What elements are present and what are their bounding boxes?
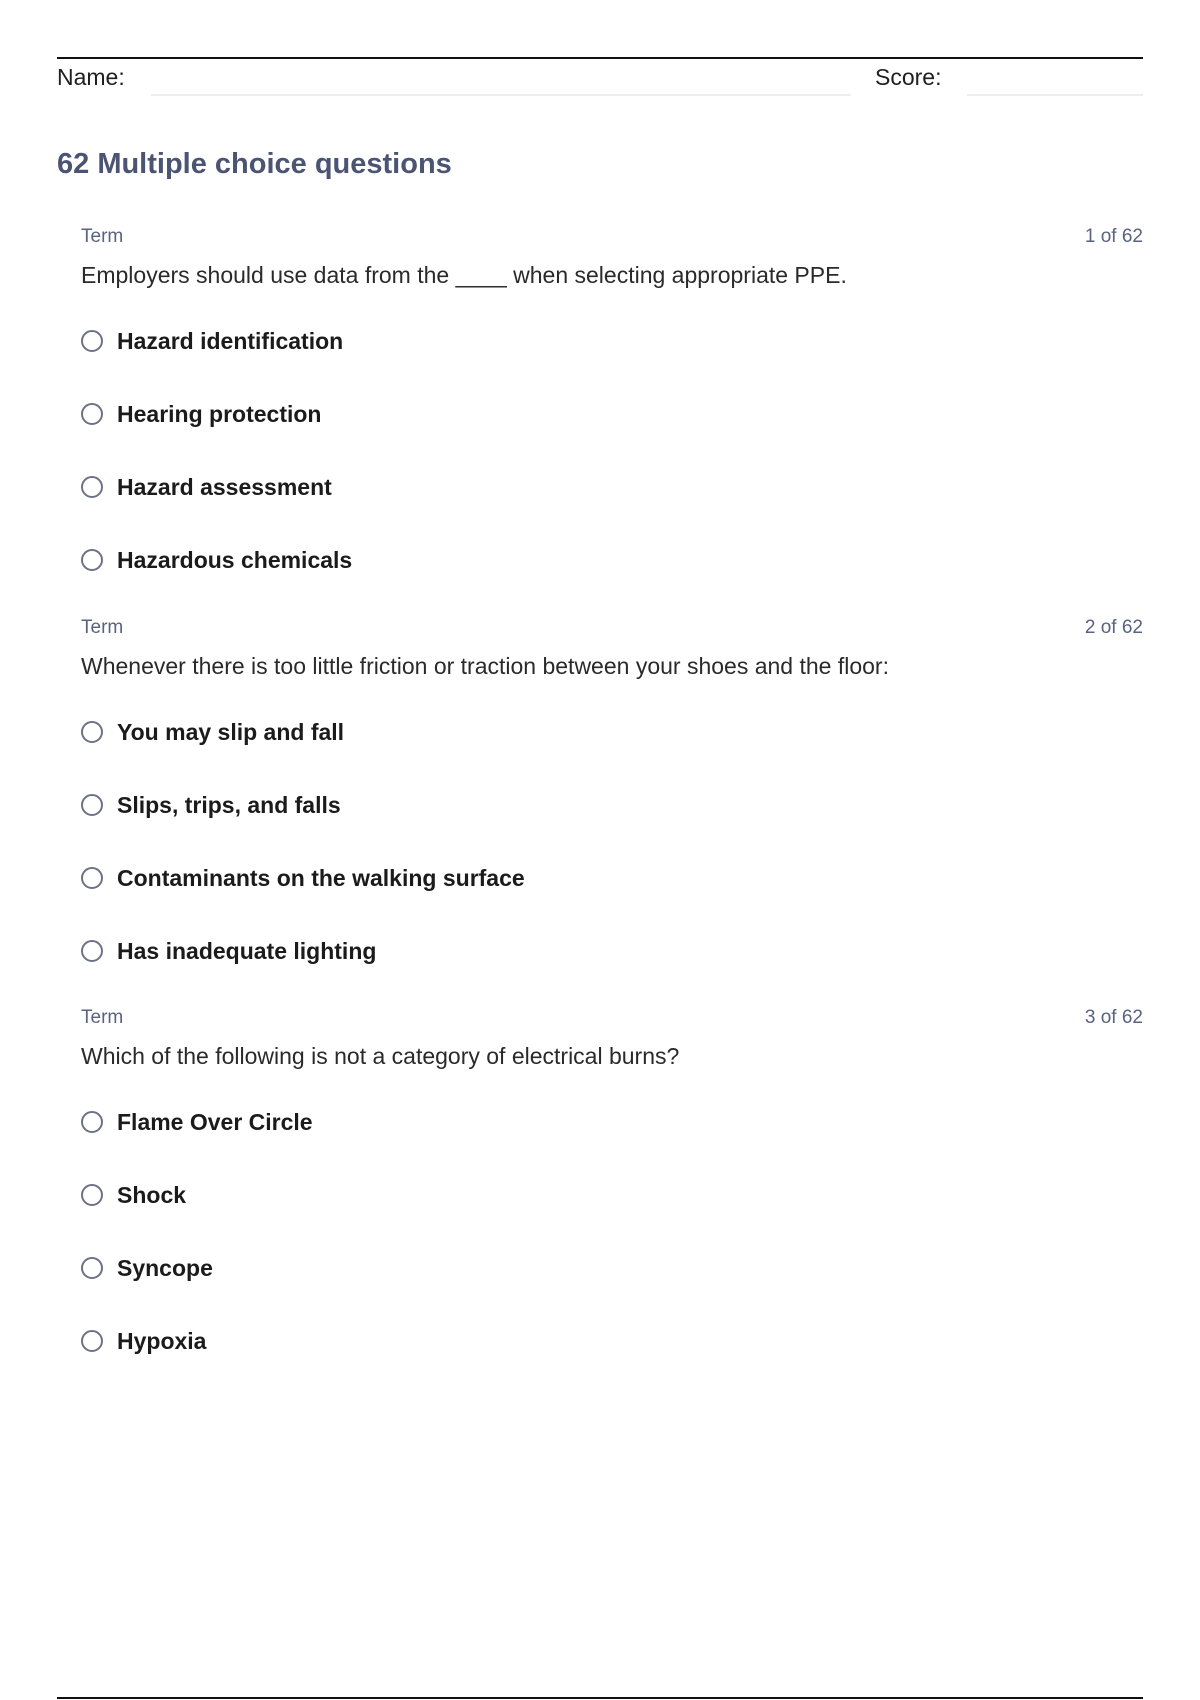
question-counter: 2 of 62: [1084, 617, 1143, 638]
radio-button[interactable]: [81, 476, 103, 498]
question-prompt: Which of the following is not a category of electrical burns?: [81, 1043, 680, 1069]
score-label: Score:: [875, 64, 942, 90]
radio-button[interactable]: [81, 1257, 103, 1279]
option-label: Hazard assessment: [117, 473, 332, 500]
option-label: Flame Over Circle: [117, 1108, 313, 1135]
option-label: Hypoxia: [117, 1327, 207, 1354]
option-b[interactable]: [81, 1178, 186, 1212]
term-label: Term: [81, 226, 124, 247]
option-d[interactable]: [81, 1324, 206, 1358]
radio-button[interactable]: [81, 330, 103, 352]
radio-button[interactable]: [81, 549, 103, 571]
radio-button[interactable]: [81, 794, 103, 816]
option-a[interactable]: [81, 1105, 313, 1139]
radio-button[interactable]: [81, 721, 103, 743]
option-d[interactable]: [81, 543, 352, 577]
bottom-divider: [57, 1697, 1143, 1699]
question-counter: 1 of 62: [1084, 226, 1143, 247]
question-prompt: Whenever there is too little friction or traction between your shoes and the floor:: [81, 653, 889, 679]
option-c[interactable]: [81, 861, 525, 895]
top-divider: [57, 57, 1143, 59]
question-counter: 3 of 62: [1084, 1007, 1143, 1028]
option-b[interactable]: [81, 397, 321, 431]
option-label: Contaminants on the walking surface: [117, 864, 525, 891]
page-title: 62 Multiple choice questions: [57, 148, 452, 180]
term-label: Term: [81, 617, 124, 638]
radio-button[interactable]: [81, 1111, 103, 1133]
option-label: Hazard identification: [117, 327, 344, 354]
score-field[interactable]: [967, 94, 1143, 96]
header-row: [57, 64, 1143, 98]
name-label: Name:: [57, 64, 125, 90]
radio-button[interactable]: [81, 1330, 103, 1352]
radio-button[interactable]: [81, 403, 103, 425]
radio-button[interactable]: [81, 940, 103, 962]
option-b[interactable]: [81, 788, 341, 822]
name-field[interactable]: [151, 94, 851, 96]
option-label: Syncope: [117, 1254, 213, 1281]
question-prompt: Employers should use data from the ____ when selecting appropriate PPE.: [81, 262, 847, 288]
option-label: Hearing protection: [117, 400, 322, 427]
term-label: Term: [81, 1007, 124, 1028]
option-a[interactable]: [81, 715, 344, 749]
option-label: Has inadequate lighting: [117, 937, 377, 964]
option-label: Slips, trips, and falls: [117, 791, 341, 818]
radio-button[interactable]: [81, 867, 103, 889]
option-label: Hazardous chemicals: [117, 546, 353, 573]
option-label: Shock: [117, 1181, 187, 1208]
option-d[interactable]: [81, 934, 376, 968]
option-label: You may slip and fall: [117, 718, 345, 745]
option-c[interactable]: [81, 1251, 213, 1285]
radio-button[interactable]: [81, 1184, 103, 1206]
option-a[interactable]: [81, 324, 343, 358]
option-c[interactable]: [81, 470, 332, 504]
